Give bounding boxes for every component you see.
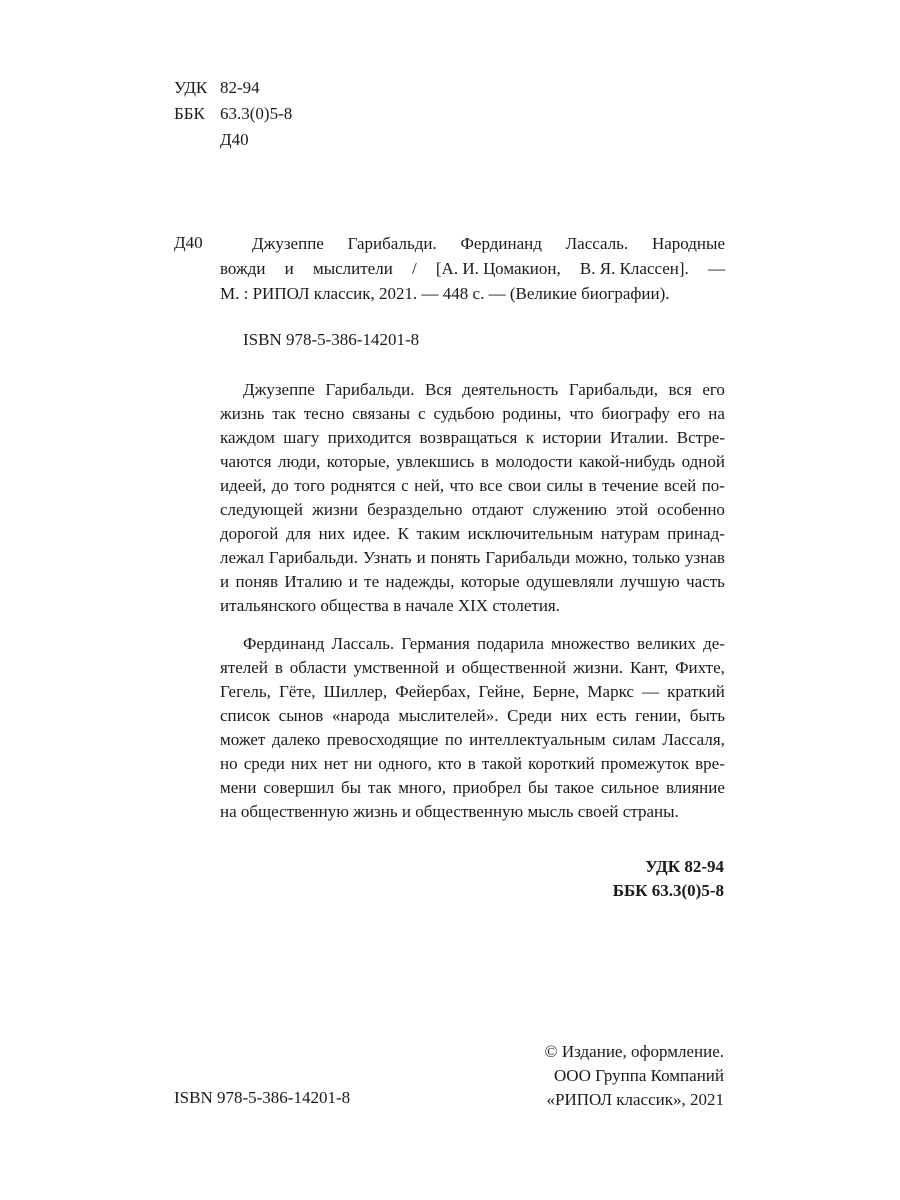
word: ятелей [220, 658, 268, 677]
annotation-garibaldi [220, 378, 725, 618]
word: подарила [476, 634, 544, 653]
word: понять [430, 548, 481, 567]
word: совершил [263, 778, 335, 797]
word: гении, [635, 706, 682, 725]
word: на [708, 404, 725, 423]
word: множество [551, 634, 630, 653]
record-word: В. Я. Классен]. [579, 259, 689, 278]
word: Гарибальди [485, 548, 571, 567]
word: этой [615, 500, 649, 519]
word: сынов [278, 706, 324, 725]
word: Италию [284, 572, 343, 591]
annotation-line [220, 546, 725, 570]
word: безраздельно [367, 500, 463, 519]
word: того [294, 476, 326, 495]
word: краткий [667, 682, 725, 701]
word: одушевляли [526, 572, 614, 591]
word: истории [542, 428, 602, 447]
record-author-mark: Д40 [174, 233, 203, 252]
word: Гегель, [220, 682, 271, 701]
record-word: [А. И. Цомакион, [435, 259, 561, 278]
word: идее. [352, 524, 391, 543]
word: узнав [685, 548, 725, 567]
word: в [480, 452, 489, 471]
word: каждом [220, 428, 275, 447]
author-mark: Д40 [220, 130, 249, 149]
word: связаны [352, 404, 411, 423]
word: Лассаль. [331, 634, 395, 653]
word: силы [546, 476, 584, 495]
word: быть [689, 706, 725, 725]
word: жизни [312, 500, 358, 519]
word: Узнать [362, 548, 412, 567]
word: родины, [502, 404, 562, 423]
word: общественной [461, 658, 567, 677]
word: Встре- [676, 428, 725, 447]
annotation-line [220, 728, 725, 752]
word: всей [663, 476, 697, 495]
word: чаются [220, 452, 272, 471]
copyright-line: ООО Группа Компаний [554, 1066, 724, 1085]
word: по [444, 730, 463, 749]
word: такое [555, 778, 594, 797]
word: какой-нибудь [578, 452, 676, 471]
word: отдают [471, 500, 524, 519]
record-isbn: ISBN 978-5-386-14201-8 [243, 330, 420, 349]
udk-label: УДК [174, 78, 208, 97]
bbk-row [174, 102, 292, 126]
word: что [569, 404, 594, 423]
word: можно, [575, 548, 628, 567]
annotation-line [220, 656, 725, 680]
word: Гарибальди. [268, 548, 359, 567]
annotation-line [220, 632, 725, 656]
record-word: / [411, 259, 417, 278]
word: свои [507, 476, 542, 495]
word: мени [220, 778, 257, 797]
word: которые [460, 572, 520, 591]
bbk-code-bold: ББК 63.3(0)5-8 [612, 881, 724, 900]
annotation-line [220, 402, 725, 426]
word: Гейне, [478, 682, 525, 701]
word: так [367, 778, 392, 797]
record-word: вожди [220, 259, 266, 278]
word: только [632, 548, 681, 567]
word: Берне, [532, 682, 580, 701]
word: поняв [235, 572, 279, 591]
word: вся [668, 380, 692, 399]
annotation-line [220, 498, 725, 522]
word: К [397, 524, 410, 543]
word: есть [595, 706, 627, 725]
word: с [401, 476, 409, 495]
word: все [479, 476, 503, 495]
record-line [220, 231, 725, 256]
word: список [220, 706, 271, 725]
word: течение [602, 476, 659, 495]
word: шагу [283, 428, 320, 447]
word: возвращаться [419, 428, 518, 447]
word: Германия [401, 634, 470, 653]
word: тесно [303, 404, 345, 423]
word: по- [701, 476, 725, 495]
word: далеко [271, 730, 321, 749]
word: может [220, 730, 266, 749]
record-word: М. : РИПОЛ классик, 2021. — 448 с. — (Великие биографии). [220, 284, 670, 303]
record-line [220, 256, 725, 281]
word: Фейербах, [395, 682, 471, 701]
word: и [220, 572, 230, 591]
copyright-line: «РИПОЛ классик», 2021 [546, 1090, 724, 1109]
word: много, [398, 778, 446, 797]
word: Среди [507, 706, 553, 725]
word: приходится [327, 428, 412, 447]
isbn-bottom: ISBN 978-5-386-14201-8 [174, 1088, 351, 1107]
word: Кант, [629, 658, 669, 677]
word: одного, [378, 754, 432, 773]
word: промежуток [600, 754, 690, 773]
word: бы [528, 778, 549, 797]
word: них [318, 524, 346, 543]
word: следующей [220, 500, 303, 519]
word: для [285, 524, 311, 543]
word: Лассаля, [662, 730, 725, 749]
word: нет [323, 754, 348, 773]
record-line [220, 281, 725, 306]
word: роднятся [330, 476, 396, 495]
annotation-line [220, 704, 725, 728]
word: служению [532, 500, 607, 519]
word: интеллектуальным [469, 730, 606, 749]
annotation-line [220, 680, 725, 704]
word: сильное [600, 778, 660, 797]
word: бы [340, 778, 362, 797]
word: идеей, [220, 476, 267, 495]
word: Гарибальди, [568, 380, 658, 399]
copyright-line: © Издание, оформление. [544, 1042, 724, 1061]
word: его [677, 404, 701, 423]
word: дорогой [220, 524, 279, 543]
word: принад- [667, 524, 725, 543]
word: до [271, 476, 289, 495]
record-word: Фердинанд [460, 234, 542, 253]
word: в [588, 476, 597, 495]
word: них [290, 754, 318, 773]
word: жизни. [573, 658, 624, 677]
word: вре- [695, 754, 725, 773]
word: Фихте, [675, 658, 725, 677]
word: натурам [600, 524, 660, 543]
word: лежал [220, 548, 264, 567]
word: что [449, 476, 474, 495]
copyright-notice [545, 1040, 724, 1112]
word: с [418, 404, 426, 423]
word: часть [686, 572, 725, 591]
annotation-line [220, 522, 725, 546]
annotation-line: на общественную жизнь и общественную мысль своей страны. [220, 802, 679, 821]
word: «народа [331, 706, 390, 725]
classification-codes-right [613, 855, 724, 903]
record-word: мыслители [312, 259, 393, 278]
word: так [272, 404, 296, 423]
word: но [220, 754, 238, 773]
annotation-line [220, 378, 725, 402]
record-word: и [284, 259, 294, 278]
record-word: Гарибальди. [347, 234, 437, 253]
word: судьбою [433, 404, 495, 423]
word: особенно [657, 500, 725, 519]
word: Гарибальди. [325, 380, 415, 399]
annotation-line [220, 570, 725, 594]
word: Фердинанд [243, 634, 325, 653]
word: и [348, 572, 358, 591]
word: Джузеппе [243, 380, 315, 399]
annotation-lassalle [220, 632, 725, 824]
bibliographic-record [220, 231, 725, 306]
word: к [525, 428, 535, 447]
word: Шиллер, [323, 682, 388, 701]
word: те [364, 572, 380, 591]
word: увлекшись [396, 452, 475, 471]
word: Маркс [587, 682, 634, 701]
word: молодости [495, 452, 573, 471]
word: которые, [326, 452, 390, 471]
bbk-label: ББК [174, 104, 205, 123]
word: и [445, 658, 455, 677]
word: Италии. [609, 428, 669, 447]
word: великих [637, 634, 696, 653]
word: жизнь [220, 404, 265, 423]
bbk-value: 63.3(0)5-8 [220, 104, 293, 123]
word: ней, [414, 476, 445, 495]
word: одной [681, 452, 725, 471]
word: надежды, [385, 572, 455, 591]
record-word: Народные [651, 234, 725, 253]
word: Вся [425, 380, 452, 399]
word: силам [612, 730, 656, 749]
word: в [467, 754, 476, 773]
word: деятельность [462, 380, 559, 399]
udk-row [174, 76, 260, 100]
word: такой [481, 754, 522, 773]
word: — [642, 682, 660, 701]
word: лучшую [619, 572, 680, 591]
word: превосходящие [326, 730, 439, 749]
word: его [702, 380, 725, 399]
word: в [274, 658, 283, 677]
annotation-line [220, 752, 725, 776]
annotation-line [220, 776, 725, 800]
annotation-line [220, 474, 725, 498]
word: и [416, 548, 426, 567]
word: среди [243, 754, 285, 773]
word: умственной [353, 658, 439, 677]
word: влияние [665, 778, 725, 797]
word: кто [437, 754, 462, 773]
annotation-line [220, 426, 725, 450]
word: таким [416, 524, 460, 543]
record-word: Джузеппе [252, 234, 324, 253]
word: приобрел [452, 778, 522, 797]
word: короткий [528, 754, 595, 773]
record-word: — [707, 259, 725, 278]
word: люди, [278, 452, 321, 471]
word: ни [353, 754, 373, 773]
word: области [289, 658, 347, 677]
annotation-line [220, 450, 725, 474]
annotation-line: итальянского общества в начале XIX столетия. [220, 596, 560, 615]
word: мыслителей». [398, 706, 499, 725]
udk-code-bold: УДК 82-94 [645, 857, 724, 876]
word: исключительным [467, 524, 594, 543]
udk-value: 82-94 [220, 78, 260, 97]
record-word: Лассаль. [565, 234, 629, 253]
word: биографу [601, 404, 670, 423]
word: них [560, 706, 588, 725]
word: де- [703, 634, 725, 653]
word: Гёте, [278, 682, 316, 701]
